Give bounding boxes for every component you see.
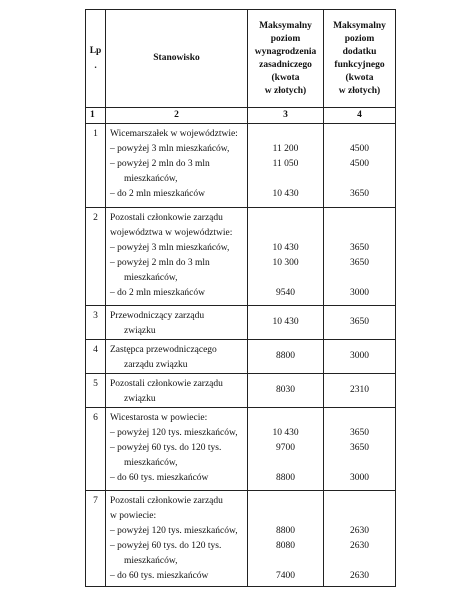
column-number-row [86,108,396,124]
salary-cell [248,306,324,340]
salary-value: 8030 [276,385,295,395]
salary-value: 10 300 [272,258,299,268]
position-line: związku [124,394,156,404]
salary-value: 11 200 [272,144,299,154]
allowance-cell [324,374,396,408]
header-wynagrodzenie: Maksymalny poziom wynagrodzenia zasadniczego (kwota w złotych) [248,10,324,108]
salary-value [248,271,323,286]
salary-value: 10 430 [272,428,299,438]
table-row [86,491,396,587]
salary-value [248,554,323,569]
allowance-value: 3650 [350,243,369,253]
salary-cell [248,124,324,208]
table-row [86,340,396,374]
allowance-value: 4500 [350,159,369,169]
allowance-value: 3000 [350,351,369,361]
column-number: 3 [248,108,324,124]
row-number: 1 [86,124,106,208]
table-header-row [86,10,396,108]
header-stanowisko: Stanowisko [106,10,248,108]
position-cell [106,491,248,587]
row-number: 5 [86,374,106,408]
salary-value [248,411,323,426]
position-line: zarządu związku [124,360,188,370]
allowance-value [324,494,395,509]
position-cell [106,374,248,408]
position-cell [106,408,248,491]
allowance-value [324,172,395,187]
position-line: – do 60 tys. mieszkańców [110,473,209,483]
allowance-cell [324,408,396,491]
allowance-value [324,127,395,142]
position-line: – powyżej 60 tys. do 120 tys. [110,541,222,551]
allowance-value: 2630 [350,541,369,551]
position-cell [106,208,248,306]
allowance-cell [324,340,396,374]
position-line: Wicestarosta w powiecie: [110,413,208,423]
column-number: 1 [86,108,106,124]
table-row [86,306,396,340]
allowance-cell [324,306,396,340]
position-line: – powyżej 120 tys. mieszkańców, [110,526,238,536]
salary-cell [248,491,324,587]
position-line: w powiecie: [110,511,157,521]
position-line: Wicemarszałek w województwie: [110,129,238,139]
salary-value: 8080 [276,541,295,551]
position-line: – do 60 tys. mieszkańców [110,571,209,581]
column-number: 2 [106,108,248,124]
position-line: mieszkańców, [124,273,178,283]
position-line: – powyżej 2 mln do 3 mln [110,258,210,268]
position-line: województwa w województwie: [110,228,233,238]
position-line: Przewodniczący zarządu [110,311,205,321]
table-row [86,208,396,306]
position-line: – do 2 mln mieszkańców [110,189,205,199]
row-number: 4 [86,340,106,374]
salary-cell [248,340,324,374]
allowance-value [324,411,395,426]
allowance-value: 2310 [350,385,369,395]
salary-value: 10 430 [272,243,299,253]
position-line: mieszkańców, [124,556,178,566]
row-number: 6 [86,408,106,491]
position-cell [106,124,248,208]
salary-value: 9540 [276,288,295,298]
allowance-value: 3650 [350,443,369,453]
allowance-cell [324,124,396,208]
position-line: Pozostali członkowie zarządu [110,496,223,506]
position-line: Pozostali członkowie zarządu [110,379,223,389]
position-line: mieszkańców, [124,174,178,184]
position-line: – powyżej 3 mln mieszkańców, [110,144,230,154]
row-number: 2 [86,208,106,306]
salary-value [248,127,323,142]
allowance-value: 3650 [350,258,369,268]
salary-value [248,456,323,471]
table-row [86,374,396,408]
header-lp: Lp . [86,10,106,108]
allowance-cell [324,491,396,587]
salary-value [248,509,323,524]
allowance-value: 4500 [350,144,369,154]
salary-value: 9700 [276,443,295,453]
column-number: 4 [324,108,396,124]
allowance-value: 3000 [350,288,369,298]
salary-value: 11 050 [272,159,299,169]
position-line: – powyżej 60 tys. do 120 tys. [110,443,222,453]
salary-value: 10 430 [272,189,299,199]
row-number: 3 [86,306,106,340]
allowance-value: 3650 [350,317,369,327]
salary-value [248,211,323,226]
position-cell [106,340,248,374]
allowance-value: 2630 [350,571,369,581]
allowance-cell [324,208,396,306]
position-line: – powyżej 120 tys. mieszkańców, [110,428,238,438]
allowance-value [324,226,395,241]
salary-value [248,226,323,241]
allowance-value [324,509,395,524]
position-line: Zastępca przewodniczącego [110,345,217,355]
salary-value: 10 430 [272,317,299,327]
salary-cell [248,208,324,306]
salary-table [85,9,396,587]
allowance-value: 2630 [350,526,369,536]
salary-value: 8800 [276,526,295,536]
header-dodatek: Maksymalny poziom dodatku funkcyjnego (kwota w złotych) [324,10,396,108]
position-line: Pozostali członkowie zarządu [110,213,223,223]
salary-value: 7400 [276,571,295,581]
allowance-value [324,271,395,286]
row-number: 7 [86,491,106,587]
position-line: mieszkańców, [124,458,178,468]
allowance-value [324,554,395,569]
salary-value [248,172,323,187]
table-row [86,124,396,208]
salary-value: 8800 [276,351,295,361]
allowance-value: 3650 [350,428,369,438]
position-line: związku [124,326,156,336]
position-cell [106,306,248,340]
allowance-value [324,456,395,471]
salary-cell [248,408,324,491]
position-line: – powyżej 2 mln do 3 mln [110,159,210,169]
table-row [86,408,396,491]
salary-cell [248,374,324,408]
allowance-value: 3650 [350,189,369,199]
position-line: – do 2 mln mieszkańców [110,288,205,298]
salary-value: 8800 [276,473,295,483]
allowance-value: 3000 [350,473,369,483]
position-line: – powyżej 3 mln mieszkańców, [110,243,230,253]
table-body [86,124,396,587]
allowance-value [324,211,395,226]
salary-value [248,494,323,509]
